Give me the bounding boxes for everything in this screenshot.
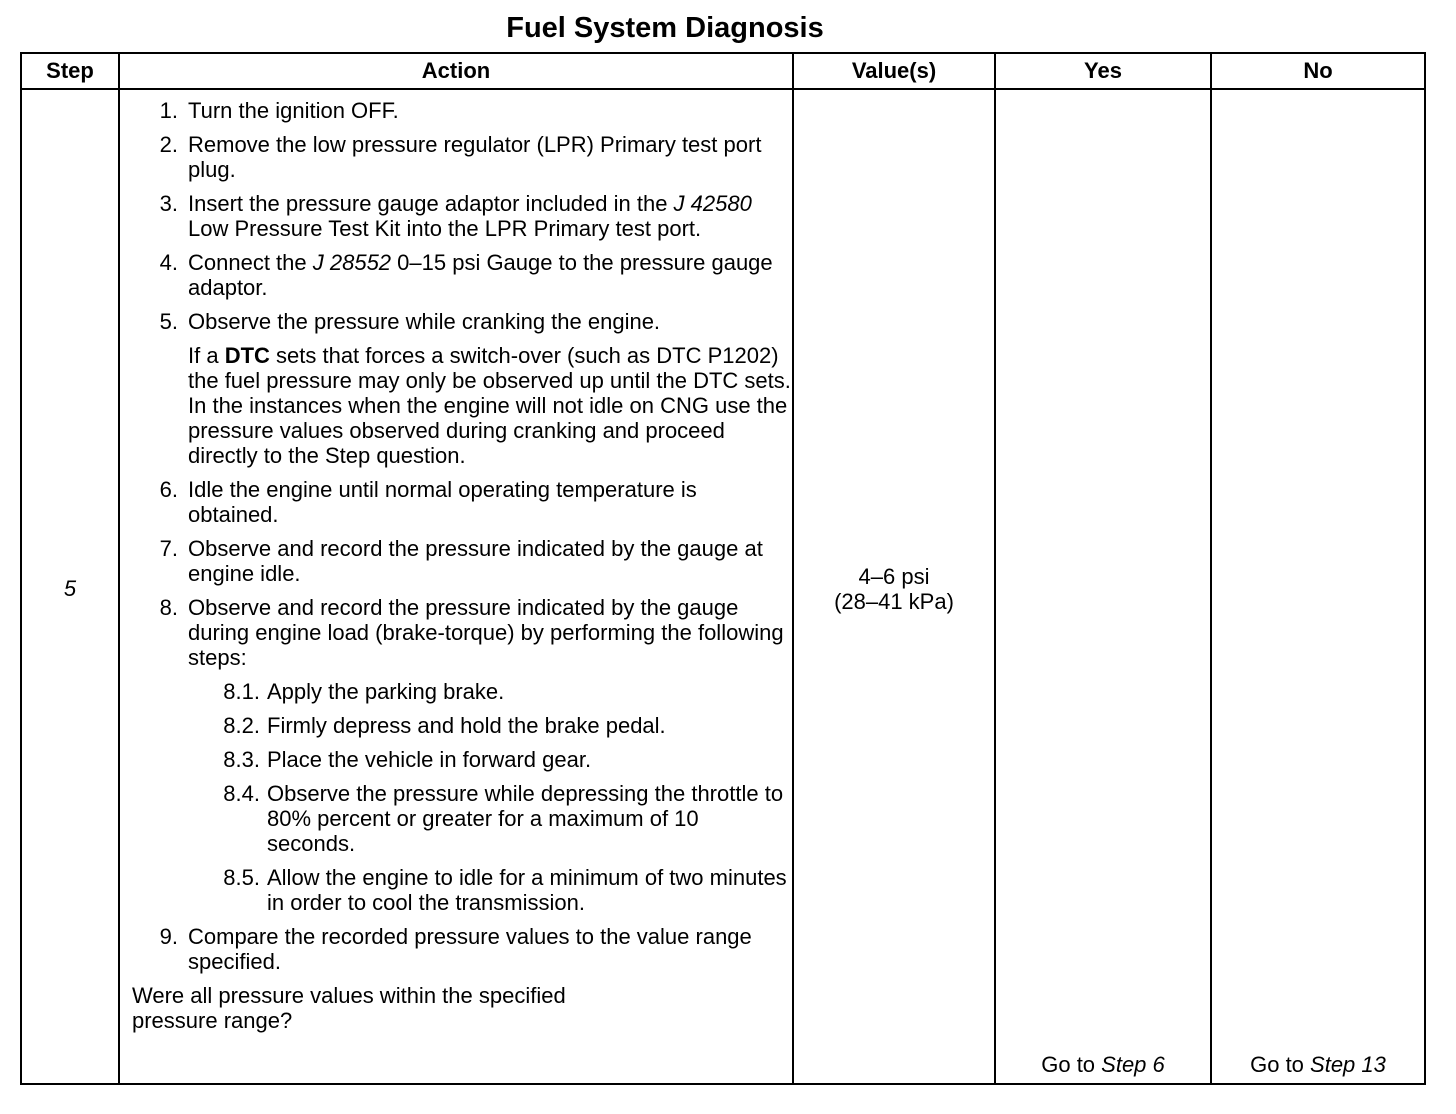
list-item: [132, 191, 792, 241]
sub-item-number: 8.2.: [223, 713, 260, 738]
item-text-pre: Connect the: [188, 250, 313, 275]
sub-list-item: [132, 679, 792, 704]
note-text-a: If a: [188, 343, 225, 368]
tool-number: J 28552: [312, 250, 392, 275]
item-text: Observe and record the pressure indicated by the gauge during engine load (brake-torque) by performing the following steps:: [188, 595, 784, 670]
list-item: [132, 132, 792, 182]
item-text-pre: Insert the pressure gauge adaptor included in the: [188, 191, 674, 216]
item-number: 8.: [159, 595, 178, 620]
column-divider-values: [994, 52, 996, 1085]
list-item: [132, 924, 792, 974]
action-cell: [132, 98, 792, 1033]
sub-item-text: Firmly depress and hold the brake pedal.: [267, 713, 666, 738]
item-text-post: Low Pressure Test Kit into the LPR Primary test port.: [188, 216, 702, 241]
page-title: Fuel System Diagnosis: [506, 12, 824, 44]
item-number: 6.: [159, 477, 178, 502]
sub-list-item: [132, 781, 792, 856]
sub-item-number: 8.5.: [223, 865, 260, 890]
header-action: Action: [421, 58, 491, 83]
sub-item-text: Allow the engine to idle for a minimum of two minutes in order to cool the transmission.: [267, 865, 787, 915]
yes-step-link: Step 6: [1101, 1052, 1165, 1077]
value-kpa: (28–41 kPa): [834, 589, 954, 614]
list-item: [132, 477, 792, 527]
sub-item-text: Observe the pressure while depressing the throttle to 80% percent or greater for a maximum of 10 seconds.: [267, 781, 784, 856]
step-question: Were all pressure values within the specified pressure range?: [132, 983, 566, 1033]
item-text-post: 0–15 psi Gauge to the pressure gauge adaptor.: [188, 250, 773, 300]
header-no: No: [1303, 58, 1333, 83]
item-number: 2.: [159, 132, 178, 157]
item-text: Observe and record the pressure indicated by the gauge at engine idle.: [188, 536, 763, 586]
column-divider-step: [118, 52, 120, 1085]
item-number: 5.: [159, 309, 178, 334]
sub-list-item: [132, 713, 792, 738]
item-number: 3.: [159, 191, 178, 216]
item-text: Remove the low pressure regulator (LPR) Primary test port plug.: [188, 132, 762, 182]
sub-list-item: [132, 747, 792, 772]
values-cell: [794, 564, 994, 614]
item-number: 7.: [159, 536, 178, 561]
header-values: Value(s): [851, 58, 937, 83]
item-number: 1.: [159, 98, 178, 123]
no-prefix: Go to: [1250, 1052, 1311, 1077]
step-number: 5: [63, 576, 77, 601]
list-item: [132, 595, 792, 670]
value-psi: 4–6 psi: [858, 564, 930, 589]
sub-item-text: Place the vehicle in forward gear.: [267, 747, 592, 772]
yes-prefix: Go to: [1041, 1052, 1102, 1077]
tool-number: J 42580: [673, 191, 752, 216]
sub-item-number: 8.4.: [223, 781, 260, 806]
sub-item-number: 8.1.: [223, 679, 260, 704]
note-dtc-bold: DTC: [224, 343, 270, 368]
list-item: [132, 98, 792, 123]
sub-item-text: Apply the parking brake.: [267, 679, 505, 704]
diagnosis-table: [20, 52, 1426, 1085]
no-cell: [1212, 1052, 1424, 1077]
column-divider-yes: [1210, 52, 1212, 1085]
item-text: Idle the engine until normal operating temperature is obtained.: [188, 477, 697, 527]
list-item: [132, 250, 792, 300]
list-item: [132, 309, 792, 334]
header-step: Step: [46, 58, 94, 83]
item-text: Compare the recorded pressure values to the value range specified.: [188, 924, 752, 974]
header-yes: Yes: [1084, 58, 1122, 83]
sub-list-item: [132, 865, 792, 915]
item-text: Turn the ignition OFF.: [188, 98, 399, 123]
step-note: [132, 343, 792, 468]
header-divider: [20, 88, 1426, 90]
note-text-c: sets that forces a switch-over (such as DTC P1202) the fuel pressure may only be observed up until the DTC sets. In the instances when the engine will not idle on CNG use the pressure values observed during cranking and proceed directly to the Step question.: [188, 343, 791, 468]
yes-cell: [996, 1052, 1210, 1077]
no-step-link: Step 13: [1310, 1052, 1386, 1077]
item-number: 9.: [159, 924, 178, 949]
sub-item-number: 8.3.: [223, 747, 260, 772]
list-item: [132, 536, 792, 586]
item-text: Observe the pressure while cranking the engine.: [188, 309, 661, 334]
item-number: 4.: [159, 250, 178, 275]
